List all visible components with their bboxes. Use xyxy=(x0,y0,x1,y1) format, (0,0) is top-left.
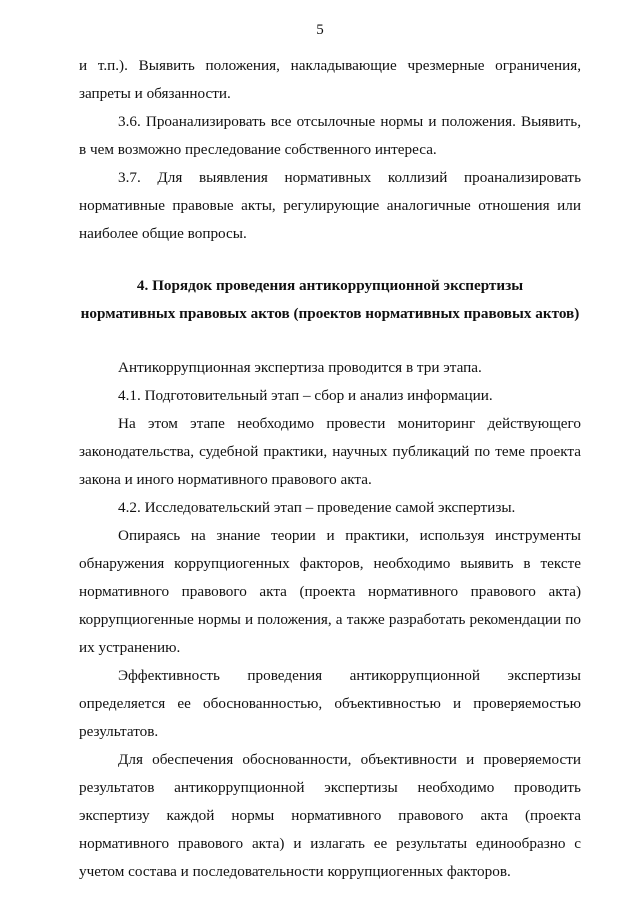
paragraph-3-6: 3.6. Проанализировать все отсылочные нормы и положения. Выявить, в чем возможно преследование собственного интереса. xyxy=(79,113,581,158)
section-heading-line-2: нормативных правовых актов (проектов нормативных правовых актов) xyxy=(80,305,580,322)
paragraph-stages: Антикоррупционная экспертиза проводится в три этапа. xyxy=(118,359,482,376)
paragraphs-bottom xyxy=(79,354,581,886)
page-number: 5 xyxy=(316,22,324,38)
section-heading-line-1: 4. Порядок проведения антикоррупционной экспертизы xyxy=(136,277,524,294)
paragraph-efficiency: Эффективность проведения антикоррупционной экспертизы определяется ее обоснованностью, объективностью и проверяемостью результатов. xyxy=(79,667,581,740)
paragraph-monitoring: На этом этапе необходимо провести мониторинг действующего законодательства, судебной практики, научных публикаций по теме проекта закона и иного нормативного правового акта. xyxy=(79,415,581,488)
section-heading xyxy=(79,272,581,328)
document-body xyxy=(79,52,581,886)
paragraph-4-2: 4.2. Исследовательский этап – проведение самой экспертизы. xyxy=(118,499,516,516)
paragraph-4-1: 4.1. Подготовительный этап – сбор и анализ информации. xyxy=(118,387,493,404)
paragraph-theory: Опираясь на знание теории и практики, используя инструменты обнаружения коррупциогенных факторов, необходимо выявить в тексте нормативного правового акта (проекта нормативного правового акта) коррупциогенные нормы и положения, а также разработать рекомендации по их устранению. xyxy=(79,527,581,656)
paragraph-continuation: и т.п.). Выявить положения, накладывающие чрезмерные ограничения, запреты и обязанности. xyxy=(79,57,581,102)
paragraph-ensuring: Для обеспечения обоснованности, объективности и проверяемости результатов антикоррупционной экспертизы необходимо проводить экспертизу каждой нормы нормативного правового акта (проекта нормативного правового акта) и излагать ее результаты единообразно с учетом состава и последовательности коррупциогенных факторов. xyxy=(79,751,581,880)
paragraph-3-7: 3.7. Для выявления нормативных коллизий проанализировать нормативные правовые акты, регулирующие аналогичные отношения или наиболее общие вопросы. xyxy=(79,169,581,242)
paragraphs-top xyxy=(79,52,581,248)
